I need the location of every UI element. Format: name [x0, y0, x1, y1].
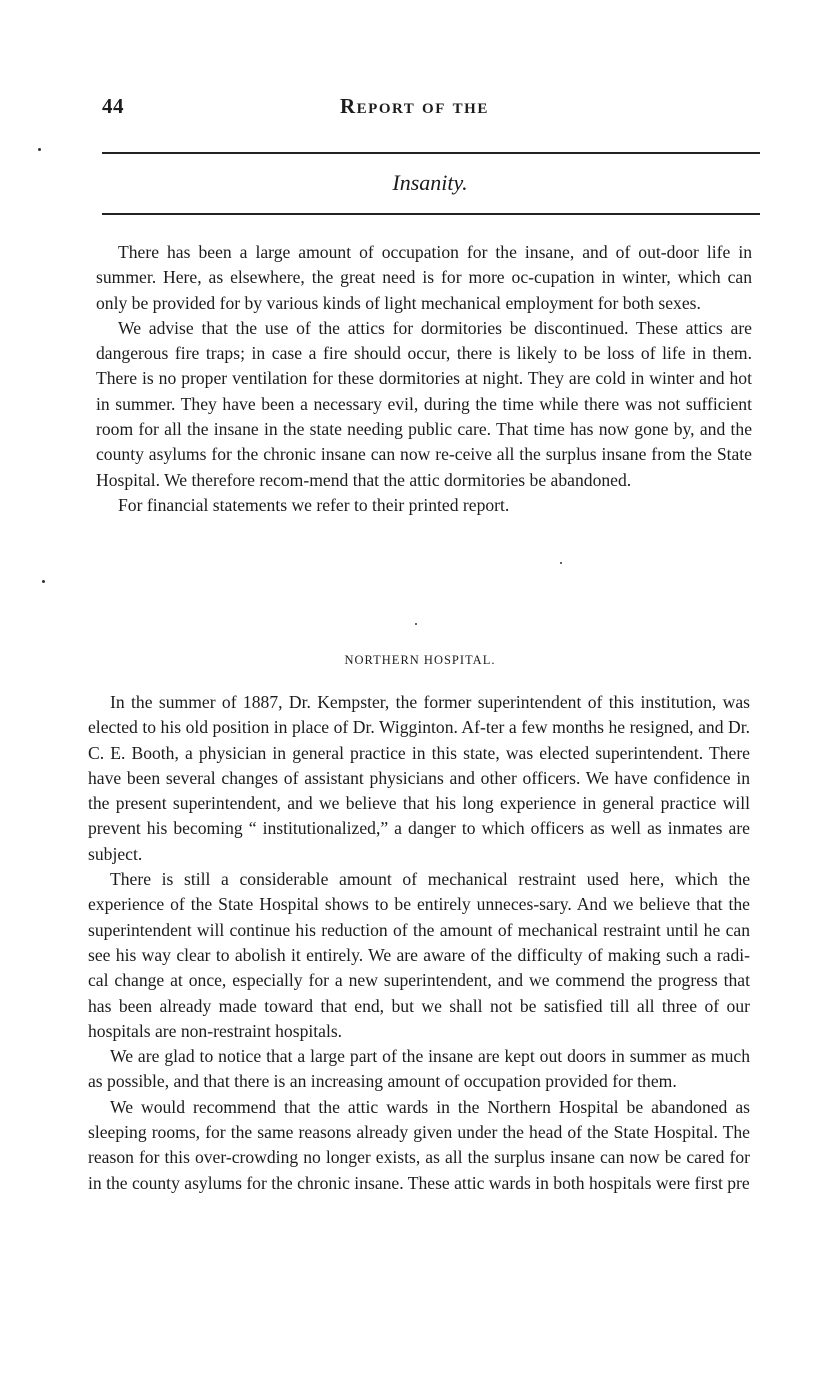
header-rule-top [102, 152, 760, 154]
paragraph: There has been a large amount of occupation for the insane, and of out-door life in summer. Here, as elsewhere, the great need is for more oc-cupation in winter, which can only be provided for by various kinds of light mechanical employment for both sexes. [96, 242, 752, 313]
paragraph: For financial statements we refer to their printed report. [118, 494, 510, 515]
paragraph: There is still a considerable amount of mechanical restraint used here, which the experience of the State Hospital shows to be entirely unneces-sary. And we believe that the superintendent will continue his reduction of the amount of mechanical restraint until he can see his way clear to abolish it entirely. We are aware of the difficulty of making such a radi-cal change at once, especially for a new superintendent, and we commend the progress that has been already made toward that end, but we shall not be satisfied till all three of our hospitals are non-restraint hospitals. [88, 869, 750, 1041]
print-speck [38, 148, 41, 151]
northern-hospital-text [88, 690, 750, 1196]
section-title: Insanity. [392, 170, 468, 195]
print-speck [415, 623, 417, 625]
paragraph: We are glad to notice that a large part of the insane are kept out doors in summer as much as possible, and that there is an increasing amount of occupation provided for them. [88, 1046, 750, 1092]
paragraph: We would recommend that the attic wards in the Northern Hospital be abandoned as sleeping rooms, for the same reasons already given under the head of the State Hospital. The reason for this over-crowding no longer exists, as all the surplus insane can now be cared for in the county asylums for the chronic insane. These attic wards in both hospitals were first pre [88, 1096, 750, 1193]
paragraph: In the summer of 1887, Dr. Kempster, the former superintendent of this institution, was elected to his old position in place of Dr. Wigginton. Af-ter a few months he resigned, and Dr. C. E. Booth, a physician in general practice in this state, was elected superintendent. There have been several changes of assistant physicians and other officers. We have confidence in the present superintendent, and we believe that his long experience in general practice will prevent his becoming “ institutionalized,” a danger to which officers as well as inmates are subject. [88, 692, 750, 864]
state-hospital-text [96, 240, 752, 518]
subheading-northern-hospital: NORTHERN HOSPITAL. [344, 653, 496, 667]
running-head: Report of the [340, 94, 489, 118]
paragraph: We advise that the use of the attics for dormitories be discontinued. These attics are dangerous fire traps; in case a fire should occur, there is likely to be loss of life in them. There is no proper ventilation for these dormitories at night. They are cold in winter and hot in summer. They have been a necessary evil, during the time while there was not sufficient room for all the insane in the state needing public care. That time has now gone by, and the county asylums for the chronic insane can now re-ceive all the surplus insane from the State Hospital. We therefore recom-mend that the attic dormitories be abandoned. [96, 317, 752, 490]
print-speck [560, 562, 562, 564]
page-number: 44 [102, 94, 124, 118]
header-rule-bottom [102, 213, 760, 215]
print-speck [42, 580, 45, 583]
